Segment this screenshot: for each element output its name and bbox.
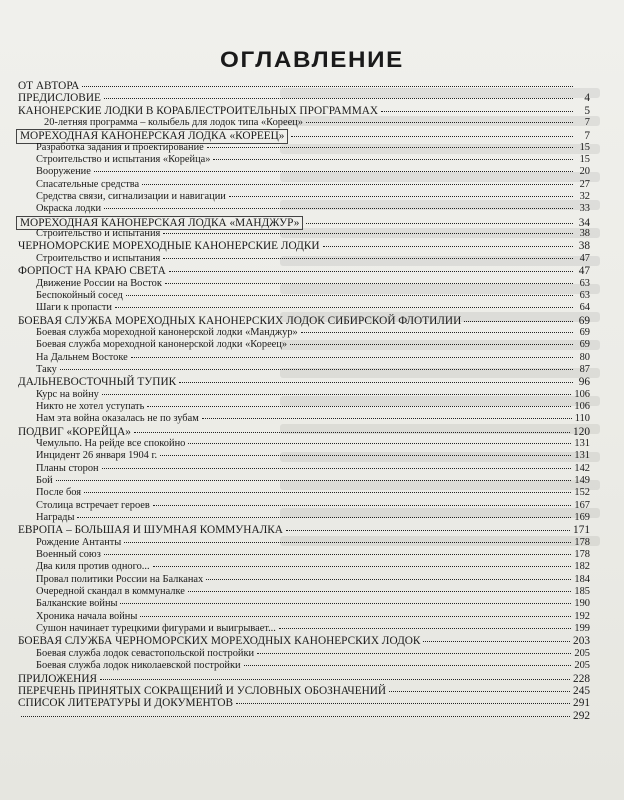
toc-entry (18, 574, 590, 586)
toc-entry-title: Очередной скандал в коммуналке (36, 586, 185, 598)
toc-entry-title: Планы сторон (36, 462, 99, 474)
dot-leader (153, 565, 572, 567)
toc-entry-title: Боевая служба лодок николаевской постройки (36, 660, 241, 672)
dot-leader (291, 135, 573, 137)
toc-entry-page-number: 63 (579, 289, 590, 301)
toc-entry-title: ПЕРЕЧЕНЬ ПРИНЯТЫХ СОКРАЩЕНИЙ И УСЛОВНЫХ ОБОЗНАЧЕНИЙ (18, 684, 387, 697)
toc-entry-page-number: 205 (574, 647, 590, 659)
toc-entry (18, 561, 590, 573)
dot-leader (323, 245, 573, 247)
toc-entry-page-number: 171 (573, 524, 590, 537)
toc-entry (18, 142, 590, 154)
toc-entry (18, 352, 590, 364)
toc-entry (18, 524, 590, 536)
toc-entry (18, 240, 590, 252)
toc-entry-page-number: 182 (574, 561, 590, 573)
toc-entry (18, 623, 590, 635)
toc-entry-page-number: 38 (579, 228, 590, 240)
toc-entry-page-number: 34 (578, 216, 590, 229)
dot-leader (179, 381, 573, 383)
toc-entry-page-number: 120 (573, 425, 590, 438)
toc-entry-title: МОРЕХОДНАЯ КАНОНЕРСКАЯ ЛОДКА «МАНДЖУР» (16, 216, 303, 230)
toc-entry-title: Чемульпо. На рейде все спокойно (36, 437, 186, 449)
toc-entry-page-number: 5 (584, 104, 590, 117)
toc-entry-page-number: 80 (579, 351, 590, 363)
dot-leader (244, 664, 572, 666)
toc-entry-page-number: 190 (574, 598, 590, 610)
toc-entry-page-number: 178 (574, 549, 590, 561)
dot-leader (104, 97, 573, 99)
toc-entry-title: Средства связи, сигнализации и навигации (36, 191, 226, 203)
toc-entry (18, 413, 590, 425)
toc-entry (18, 253, 590, 265)
toc-entry-page-number: 15 (579, 154, 590, 166)
toc-entry-title: 20-летняя программа – колыбель для лодок типа «Кореец» (44, 117, 303, 129)
toc-entry-title: Боевая служба мореходной канонерской лодки «Манджур» (36, 326, 298, 338)
dot-leader (82, 85, 573, 87)
toc-entry (18, 92, 590, 104)
dot-leader (286, 529, 570, 531)
toc-entry-title: Окраска лодки (36, 203, 102, 215)
toc-entry-title: После боя (36, 487, 82, 499)
toc-entry-title: Два киля против одного... (36, 561, 150, 573)
toc-entry (18, 611, 590, 623)
toc-entry (18, 80, 590, 92)
toc-entry-page-number: 203 (573, 635, 590, 648)
toc-entry-page-number: 184 (574, 573, 590, 585)
toc-entry (18, 549, 590, 561)
toc-entry (18, 203, 590, 215)
toc-entry-page-number: 7 (584, 117, 590, 129)
toc-entry-title: ЕВРОПА – БОЛЬШАЯ И ШУМНАЯ КОММУНАЛКА (18, 524, 283, 537)
dot-leader (279, 627, 572, 629)
toc-entry-title: ПРИЛОЖЕНИЯ (18, 672, 98, 685)
dot-leader (104, 207, 573, 209)
toc-entry (18, 487, 590, 499)
dot-leader (236, 702, 570, 704)
toc-entry-title: Боевая служба лодок севастопольской постройки (36, 647, 255, 659)
dot-leader (301, 331, 573, 333)
dot-leader (290, 343, 573, 345)
dot-leader (124, 541, 571, 543)
toc-entry (18, 228, 590, 240)
toc-entry-title: Столица встречает героев (36, 499, 150, 511)
dot-leader (206, 578, 571, 580)
toc-entry-title: ФОРПОСТ НА КРАЮ СВЕТА (18, 265, 166, 278)
toc-entry (18, 635, 590, 647)
dot-leader (56, 479, 572, 481)
toc-entry-page-number: 152 (574, 487, 590, 499)
dot-leader (306, 222, 573, 224)
toc-entry-title: Рождение Антанты (36, 536, 122, 548)
toc-entry-title: ПОДВИГ «КОРЕЙЦА» (18, 425, 131, 438)
toc-entry-page-number: 149 (574, 475, 590, 486)
dot-leader (188, 590, 572, 592)
page-title: ОГЛАВЛЕНИЕ (220, 47, 404, 72)
toc-entry-page-number: 291 (573, 697, 590, 710)
toc-entry-page-number: 20 (579, 166, 590, 178)
toc-entry-title: Балканские войны (36, 598, 118, 610)
dot-leader (165, 282, 573, 284)
toc-entry-page-number: 4 (584, 92, 590, 105)
toc-entry-title: Инцидент 26 января 1904 г. (36, 450, 158, 462)
toc-entry (18, 216, 590, 228)
toc-entry (18, 512, 590, 524)
toc-entry (18, 166, 590, 178)
toc-entry (18, 660, 590, 672)
dot-leader (94, 170, 573, 172)
dot-leader (306, 121, 573, 123)
toc-entry-title: Вооружение (36, 166, 91, 178)
toc-entry-title: Никто не хотел уступать (36, 400, 145, 412)
toc-entry-title: На Дальнем Востоке (36, 351, 128, 363)
toc-entry-page-number: 32 (579, 191, 590, 203)
toc-entry (18, 302, 590, 314)
dot-leader (84, 491, 571, 493)
toc-entry-page-number: 205 (574, 660, 590, 672)
toc-entry (18, 450, 590, 462)
toc-entry-title: Беспокойный сосед (36, 289, 123, 301)
dot-leader (77, 516, 571, 518)
toc-entry-page-number: 106 (574, 388, 590, 400)
toc-entry (18, 315, 590, 327)
dot-leader (100, 678, 570, 680)
toc-entry-page-number: 69 (579, 326, 590, 338)
toc-entry (18, 475, 590, 487)
toc-entry-title: Спасательные средства (36, 178, 140, 190)
toc-entry-title: Провал политики России на Балканах (36, 573, 204, 585)
toc-entry-page-number: 167 (574, 499, 590, 511)
toc-entry-title: Строительство и испытания (36, 252, 161, 264)
dot-leader (142, 183, 573, 185)
toc-entry (18, 278, 590, 290)
dot-leader (126, 294, 573, 296)
toc-entry-title: БОЕВАЯ СЛУЖБА МОРЕХОДНЫХ КАНОНЕРСКИХ ЛОДОК СИБИРСКОЙ ФЛОТИЛИИ (18, 314, 462, 327)
toc-entry-page-number: 178 (574, 536, 590, 548)
toc-entry-page-number: 142 (574, 462, 590, 474)
dot-leader (213, 158, 573, 160)
dot-leader (102, 467, 572, 469)
dot-leader (163, 257, 573, 259)
toc-entry-title: ПРЕДИСЛОВИЕ (18, 92, 101, 105)
toc-entry (18, 364, 590, 376)
toc-entry (18, 105, 590, 117)
toc-entry (18, 154, 590, 166)
dot-leader (229, 195, 573, 197)
toc-entry-page-number: 169 (574, 512, 590, 524)
dot-leader (188, 442, 571, 444)
toc-entry-page-number: 245 (573, 684, 590, 697)
toc-entry-title: Военный союз (36, 549, 101, 561)
dot-leader (21, 715, 570, 717)
dot-leader (464, 320, 573, 322)
dot-leader (120, 602, 571, 604)
toc-entry (18, 129, 590, 141)
toc-entry-title: Нам эта война оказалась не по зубам (36, 413, 199, 425)
dot-leader (134, 431, 570, 433)
toc-entry-title: Строительство и испытания (36, 228, 161, 240)
toc-entry-title: МОРЕХОДНАЯ КАНОНЕРСКАЯ ЛОДКА «КОРЕЕЦ» (16, 129, 288, 143)
dot-leader (169, 270, 573, 272)
toc-entry (18, 438, 590, 450)
toc-entry-title: Сушон начинает турецкими фигурами и выигрывает... (36, 623, 276, 635)
dot-leader (381, 110, 573, 112)
dot-leader (160, 454, 571, 456)
toc-entry-title: ДАЛЬНЕВОСТОЧНЫЙ ТУПИК (18, 376, 177, 389)
toc-entry-page-number: 96 (578, 376, 590, 389)
dot-leader (389, 690, 570, 692)
toc-entry-title: Курс на войну (36, 388, 99, 400)
dot-leader (140, 615, 571, 617)
toc-entry-page-number: 192 (574, 610, 590, 622)
toc-entry (18, 537, 590, 549)
toc-entry-page-number: 131 (574, 437, 590, 449)
toc-entry-page-number: 131 (574, 450, 590, 462)
toc-entry-title: Шаги к пропасти (36, 302, 112, 314)
toc-entry (18, 191, 590, 203)
toc-entry (18, 426, 590, 438)
table-of-contents (18, 80, 590, 722)
toc-entry-page-number: 15 (579, 141, 590, 153)
dot-leader (131, 356, 573, 358)
toc-entry (18, 401, 590, 413)
toc-entry-page-number: 7 (584, 130, 590, 143)
toc-entry-page-number: 185 (574, 586, 590, 598)
dot-leader (102, 393, 572, 395)
toc-entry (18, 290, 590, 302)
toc-entry-page-number: 106 (574, 400, 590, 412)
toc-entry-title: Строительство и испытания «Корейца» (36, 154, 211, 166)
toc-entry (18, 117, 590, 129)
toc-entry-page-number: 228 (573, 672, 590, 685)
toc-entry-title: Разработка задания и проектирование (36, 141, 204, 153)
toc-entry-title: ОТ АВТОРА (18, 80, 80, 92)
toc-entry-title: Награды (36, 512, 75, 524)
dot-leader (115, 306, 573, 308)
toc-entry-page-number: 199 (574, 623, 590, 635)
dot-leader (423, 640, 570, 642)
toc-entry (18, 648, 590, 660)
toc-entry (18, 697, 590, 709)
toc-entry-page-number: 38 (578, 240, 590, 253)
toc-entry (18, 339, 590, 351)
dot-leader (147, 405, 571, 407)
toc-entry-page-number: 69 (578, 314, 590, 327)
toc-entry (18, 179, 590, 191)
toc-entry (18, 673, 590, 685)
toc-entry-page-number: 87 (579, 363, 590, 375)
dot-leader (207, 146, 573, 148)
toc-entry-title: Хроника начала войны (36, 610, 138, 622)
toc-entry (18, 376, 590, 388)
toc-entry-page-number: 69 (579, 339, 590, 351)
toc-entry-page-number: 63 (579, 277, 590, 289)
toc-entry-page-number: 64 (579, 302, 590, 314)
toc-entry-title: ЧЕРНОМОРСКИЕ МОРЕХОДНЫЕ КАНОНЕРСКИЕ ЛОДКИ (18, 240, 320, 253)
toc-entry (18, 389, 590, 401)
dot-leader (163, 232, 573, 234)
toc-entry-page-number: 27 (579, 178, 590, 190)
dot-leader (60, 368, 573, 370)
toc-entry-page-number: 33 (579, 203, 590, 215)
toc-entry-page-number: 47 (579, 252, 590, 264)
toc-entry-title: БОЕВАЯ СЛУЖБА ЧЕРНОМОРСКИХ МОРЕХОДНЫХ КАНОНЕРСКИХ ЛОДОК (18, 635, 421, 648)
dot-leader (257, 652, 571, 654)
toc-entry-page-number: 47 (578, 265, 590, 278)
toc-entry (18, 463, 590, 475)
dot-leader (104, 553, 572, 555)
toc-entry-title: Бой (36, 475, 53, 486)
toc-entry (18, 265, 590, 277)
toc-entry (18, 685, 590, 697)
toc-entry-title: Боевая служба мореходной канонерской лодки «Кореец» (36, 339, 288, 351)
toc-entry-title: КАНОНЕРСКИЕ ЛОДКИ В КОРАБЛЕСТРОИТЕЛЬНЫХ ПРОГРАММАХ (18, 104, 379, 117)
toc-entry-title: Движение России на Восток (36, 277, 162, 289)
toc-entry (18, 710, 590, 722)
toc-entry-title: СПИСОК ЛИТЕРАТУРЫ И ДОКУМЕНТОВ (18, 697, 234, 710)
toc-entry (18, 327, 590, 339)
toc-entry-title: Таку (36, 363, 57, 375)
dot-leader (202, 417, 572, 419)
toc-entry (18, 586, 590, 598)
toc-entry (18, 500, 590, 512)
toc-entry (18, 598, 590, 610)
toc-entry-page-number: 292 (573, 709, 590, 722)
dot-leader (153, 504, 572, 506)
toc-entry-page-number: 110 (574, 413, 590, 425)
